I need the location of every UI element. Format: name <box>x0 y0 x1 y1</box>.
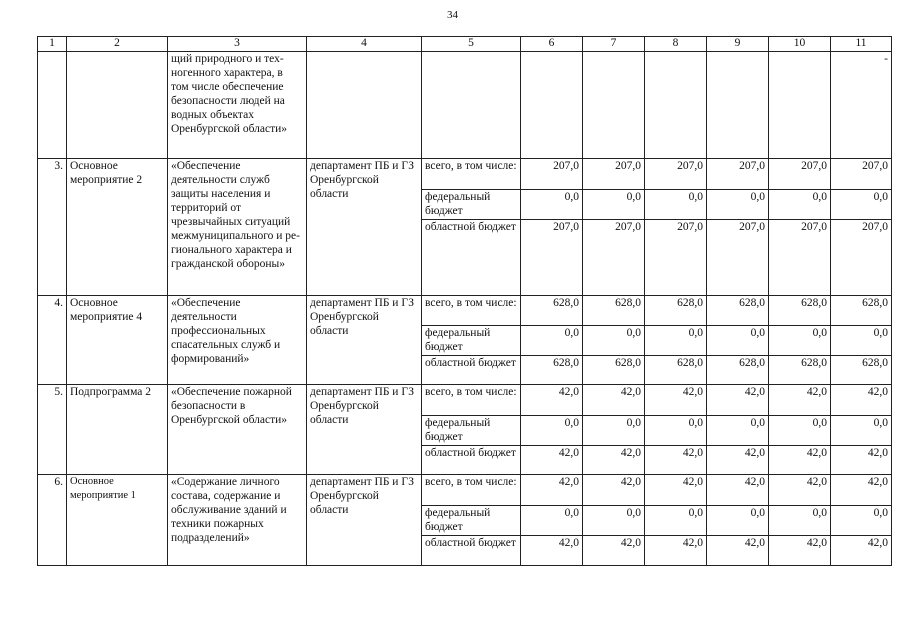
funding-label: федеральный бюджет <box>422 190 521 220</box>
value-cell: 207,0 <box>521 220 583 296</box>
value-cell: 0,0 <box>583 506 645 536</box>
value-cell: 42,0 <box>521 475 583 506</box>
continuation-text: щий природного и тех-ногенного характера, в том числе обеспечение безопасности людей на водных объектах Оренбургской области» <box>168 52 307 159</box>
funding-label: федеральный бюджет <box>422 506 521 536</box>
value-cell: 207,0 <box>831 220 892 296</box>
funding-label: областной бюджет <box>422 356 521 385</box>
funding-label: федеральный бюджет <box>422 416 521 446</box>
value-cell: 207,0 <box>583 220 645 296</box>
row-executor: департамент ПБ и ГЗ Оренбургской области <box>307 159 422 296</box>
value-cell: 0,0 <box>769 506 831 536</box>
value-cell: 628,0 <box>645 356 707 385</box>
value-cell: 628,0 <box>583 356 645 385</box>
column-header: 4 <box>307 37 422 52</box>
value-cell: 0,0 <box>645 506 707 536</box>
value-cell: 0,0 <box>583 326 645 356</box>
value-cell: 628,0 <box>769 296 831 326</box>
column-header: 3 <box>168 37 307 52</box>
column-header: 7 <box>583 37 645 52</box>
value-cell: 42,0 <box>521 536 583 566</box>
table-row <box>38 385 892 416</box>
value-cell: 628,0 <box>707 296 769 326</box>
value-cell: 42,0 <box>831 475 892 506</box>
value-cell: 42,0 <box>645 536 707 566</box>
value-cell: 42,0 <box>645 475 707 506</box>
value-cell: 628,0 <box>769 356 831 385</box>
table-cell <box>521 52 583 159</box>
funding-label: всего, в том числе: <box>422 475 521 506</box>
value-cell: 628,0 <box>707 356 769 385</box>
table-row <box>38 296 892 326</box>
value-cell: 42,0 <box>645 446 707 475</box>
funding-label: областной бюджет <box>422 446 521 475</box>
dash-mark: - <box>884 53 888 65</box>
funding-label: всего, в том числе: <box>422 159 521 190</box>
table-cell <box>422 52 521 159</box>
table-cell <box>831 52 892 159</box>
value-cell: 628,0 <box>831 356 892 385</box>
row-name: Основное мероприятие 4 <box>67 296 168 385</box>
budget-table <box>37 36 892 566</box>
value-cell: 0,0 <box>645 326 707 356</box>
continuation-row <box>38 52 892 159</box>
column-header: 10 <box>769 37 831 52</box>
value-cell: 42,0 <box>769 475 831 506</box>
value-cell: 0,0 <box>831 190 892 220</box>
table-row <box>38 475 892 506</box>
column-header: 11 <box>831 37 892 52</box>
funding-label: федеральный бюджет <box>422 326 521 356</box>
table-cell <box>307 52 422 159</box>
value-cell: 207,0 <box>769 220 831 296</box>
table-cell <box>583 52 645 159</box>
column-header: 1 <box>38 37 67 52</box>
funding-label: областной бюджет <box>422 536 521 566</box>
value-cell: 0,0 <box>707 506 769 536</box>
table-cell <box>67 52 168 159</box>
value-cell: 0,0 <box>707 190 769 220</box>
value-cell: 42,0 <box>707 536 769 566</box>
column-header: 5 <box>422 37 521 52</box>
value-cell: 207,0 <box>645 220 707 296</box>
value-cell: 0,0 <box>583 190 645 220</box>
row-number: 6. <box>38 475 67 566</box>
value-cell: 628,0 <box>521 296 583 326</box>
row-title: «Содержание личного состава, содержание и обслуживание зданий и техники пожарных подразделений» <box>168 475 307 566</box>
table-row <box>38 159 892 190</box>
table-cell <box>38 52 67 159</box>
row-name: Основное мероприятие 2 <box>67 159 168 296</box>
value-cell: 207,0 <box>521 159 583 190</box>
value-cell: 628,0 <box>521 356 583 385</box>
row-executor: департамент ПБ и ГЗ Оренбургской области <box>307 475 422 566</box>
value-cell: 628,0 <box>831 296 892 326</box>
row-executor: департамент ПБ и ГЗ Оренбургской области <box>307 296 422 385</box>
value-cell: 42,0 <box>831 536 892 566</box>
funding-label: областной бюджет <box>422 220 521 296</box>
row-title: «Обеспечение пожарной безопасности в Оренбургской области» <box>168 385 307 475</box>
value-cell: 42,0 <box>583 385 645 416</box>
value-cell: 0,0 <box>645 416 707 446</box>
value-cell: 42,0 <box>769 385 831 416</box>
row-name: Подпрограмма 2 <box>67 385 168 475</box>
column-header: 8 <box>645 37 707 52</box>
column-header: 6 <box>521 37 583 52</box>
column-header: 2 <box>67 37 168 52</box>
value-cell: 42,0 <box>645 385 707 416</box>
page-number: 34 <box>447 9 458 21</box>
value-cell: 0,0 <box>645 190 707 220</box>
value-cell: 42,0 <box>583 446 645 475</box>
value-cell: 628,0 <box>645 296 707 326</box>
value-cell: 0,0 <box>583 416 645 446</box>
table-cell <box>707 52 769 159</box>
value-cell: 0,0 <box>521 416 583 446</box>
value-cell: 0,0 <box>831 506 892 536</box>
value-cell: 0,0 <box>831 326 892 356</box>
value-cell: 207,0 <box>769 159 831 190</box>
value-cell: 42,0 <box>707 385 769 416</box>
value-cell: 0,0 <box>521 190 583 220</box>
value-cell: 42,0 <box>707 475 769 506</box>
row-executor: департамент ПБ и ГЗ Оренбургской области <box>307 385 422 475</box>
column-number-row <box>38 37 892 52</box>
value-cell: 42,0 <box>521 446 583 475</box>
table-cell <box>769 52 831 159</box>
value-cell: 0,0 <box>521 326 583 356</box>
value-cell: 0,0 <box>707 326 769 356</box>
funding-label: всего, в том числе: <box>422 385 521 416</box>
row-number: 3. <box>38 159 67 296</box>
value-cell: 0,0 <box>769 190 831 220</box>
table-cell <box>645 52 707 159</box>
value-cell: 207,0 <box>831 159 892 190</box>
value-cell: 207,0 <box>707 159 769 190</box>
value-cell: 42,0 <box>769 446 831 475</box>
row-number: 4. <box>38 296 67 385</box>
value-cell: 207,0 <box>707 220 769 296</box>
value-cell: 0,0 <box>707 416 769 446</box>
value-cell: 0,0 <box>831 416 892 446</box>
row-number: 5. <box>38 385 67 475</box>
column-header: 9 <box>707 37 769 52</box>
value-cell: 0,0 <box>521 506 583 536</box>
value-cell: 0,0 <box>769 326 831 356</box>
row-title: «Обеспечение деятельности профессиональных спасательных служб и формирований» <box>168 296 307 385</box>
value-cell: 628,0 <box>583 296 645 326</box>
value-cell: 42,0 <box>521 385 583 416</box>
value-cell: 42,0 <box>583 475 645 506</box>
value-cell: 0,0 <box>769 416 831 446</box>
value-cell: 42,0 <box>831 385 892 416</box>
value-cell: 42,0 <box>583 536 645 566</box>
value-cell: 207,0 <box>645 159 707 190</box>
value-cell: 42,0 <box>831 446 892 475</box>
value-cell: 207,0 <box>583 159 645 190</box>
funding-label: всего, в том числе: <box>422 296 521 326</box>
row-title: «Обеспечение деятельности служб защиты населения и территорий от чрезвычайных ситуаций межмуниципального и ре-гионального характера и гражданской обороны» <box>168 159 307 296</box>
row-name: Основное мероприятие 1 <box>67 475 168 566</box>
value-cell: 42,0 <box>769 536 831 566</box>
value-cell: 42,0 <box>707 446 769 475</box>
